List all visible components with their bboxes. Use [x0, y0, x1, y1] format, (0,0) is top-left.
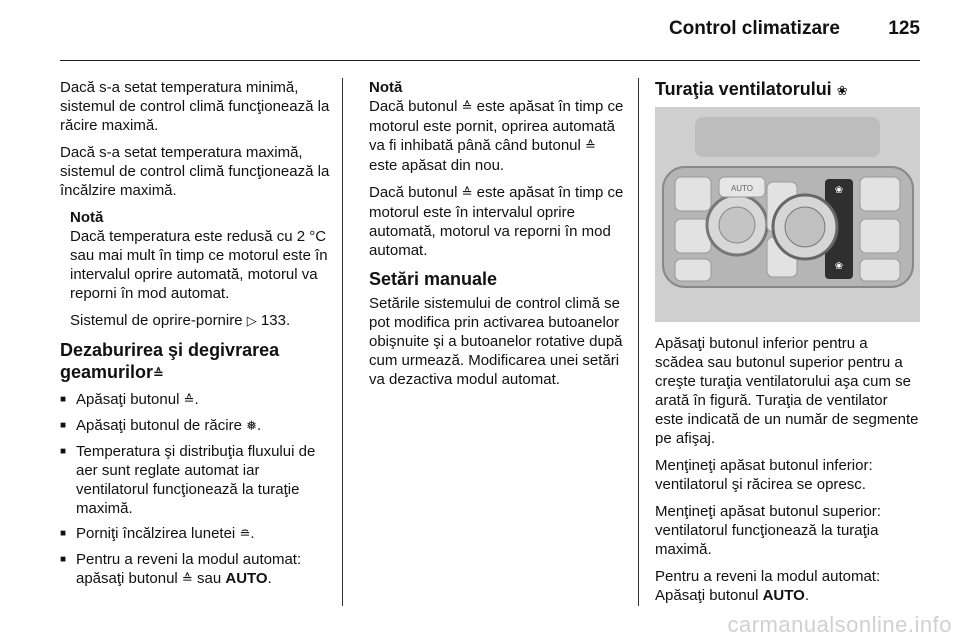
page-number: 125 — [888, 18, 920, 39]
note-text: Dacă temperatura este redusă cu 2 °C sau mai mult în timp ce motorul este în intervalul oprire automată, motorul va reporni în mod automat. — [70, 228, 328, 302]
section-heading-fan: Turaţia ventilatorului ❀ — [655, 79, 848, 99]
paragraph-hold-upper: Menţineţi apăsat butonul superior: ventilatorul funcţionează la turaţia maximă. — [655, 503, 881, 558]
defrost-icon: ≙ — [181, 572, 193, 587]
section-heading-defrost — [60, 339, 330, 386]
defrost-icon: ≙ — [183, 393, 195, 408]
page-title: Control climatizare — [668, 18, 840, 39]
note-title: Notă — [70, 209, 104, 226]
section-heading-manual: Setări manuale — [369, 269, 498, 289]
paragraph-max-temp: Dacă s-a setat temperatura maximă, sistemul de control climă funcţionează la încălzire maximă. — [60, 144, 330, 199]
paragraph-fan-buttons: Apăsaţi butonul inferior pentru a scădea sau butonul superior pentru a creşte turaţia ventilatorului aşa cum se arată în figură. Turaţia de ventilator este indicată de un număr de segmente pe afişaj. — [655, 335, 919, 447]
climate-panel-photo — [655, 107, 920, 322]
paragraph-return-auto: Pentru a reveni la modul automat: Apăsaţi butonul AUTO. — [655, 568, 881, 604]
section-heading-text: Dezaburirea şi degivrarea geamurilor — [60, 340, 280, 382]
fan-icon: ❀ — [836, 84, 848, 99]
column-2 — [369, 78, 625, 397]
defrost-icon: ≙ — [461, 186, 473, 201]
defrost-icon: ≙ — [461, 100, 473, 115]
note-ref-page: 133. — [260, 312, 291, 329]
reference-arrow-icon: ▷ — [246, 314, 257, 329]
note-ref-text: Sistemul de oprire-pornire — [70, 312, 243, 329]
list-item: ■ Temperatura şi distribuţia fluxului de aer sunt reglate automat iar ventilatorul funcţionează la turaţie maximă. — [60, 442, 330, 518]
svg-text:❀: ❀ — [834, 261, 844, 272]
column-1 — [60, 78, 330, 595]
note-paragraph-2: Dacă butonul ≙ este apăsat în timp ce motorul este în intervalul oprire automată, motorul va reporni în mod automat. — [369, 184, 624, 259]
list-item: ■ Apăsaţi butonul ≙. — [60, 390, 330, 410]
defrost-steps — [60, 390, 330, 589]
header-rule — [60, 60, 920, 61]
defrost-icon: ≙ — [153, 367, 164, 382]
defrost-icon: ≙ — [585, 139, 596, 154]
rear-defrost-icon: ≘ — [239, 527, 251, 542]
watermark: carmanualsonline.info — [727, 612, 952, 637]
column-divider-1 — [342, 78, 343, 606]
list-item: ■ Pentru a reveni la modul automat: apăsaţi butonul ≙ sau AUTO. — [60, 550, 330, 589]
paragraph-hold-lower: Menţineţi apăsat butonul inferior: ventilatorul şi răcirea se opresc. — [655, 457, 873, 493]
note-title: Notă — [369, 79, 403, 96]
paragraph-min-temp: Dacă s-a setat temperatura minimă, sistemul de control climă funcţionează la răcire maximă. — [60, 79, 330, 134]
column-3 — [655, 78, 920, 613]
note-block — [70, 208, 330, 331]
panel-auto-label: AUTO — [730, 184, 754, 193]
list-item: ■ Porniţi încălzirea lunetei ≘. — [60, 524, 330, 544]
svg-text:❀: ❀ — [834, 185, 844, 196]
paragraph-manual: Setările sistemului de control climă se pot modifica prin activarea butoanelor obişnuite şi a butoanelor rotative după cum urmează. Modificarea unei setări va dezactiva modul automat. — [369, 295, 623, 388]
auto-label: AUTO — [762, 587, 805, 604]
note-paragraph-1: Dacă butonul ≙ este apăsat în timp ce motorul este pornit, oprirea automată va fi inhibată până când butonul ≙ este apăsat din nou. — [369, 98, 624, 174]
auto-label: AUTO — [225, 570, 268, 587]
list-item: ■ Apăsaţi butonul de răcire ❅. — [60, 416, 330, 436]
cooling-icon: ❅ — [246, 419, 258, 434]
column-divider-2 — [638, 78, 639, 606]
note-reference — [70, 311, 330, 331]
